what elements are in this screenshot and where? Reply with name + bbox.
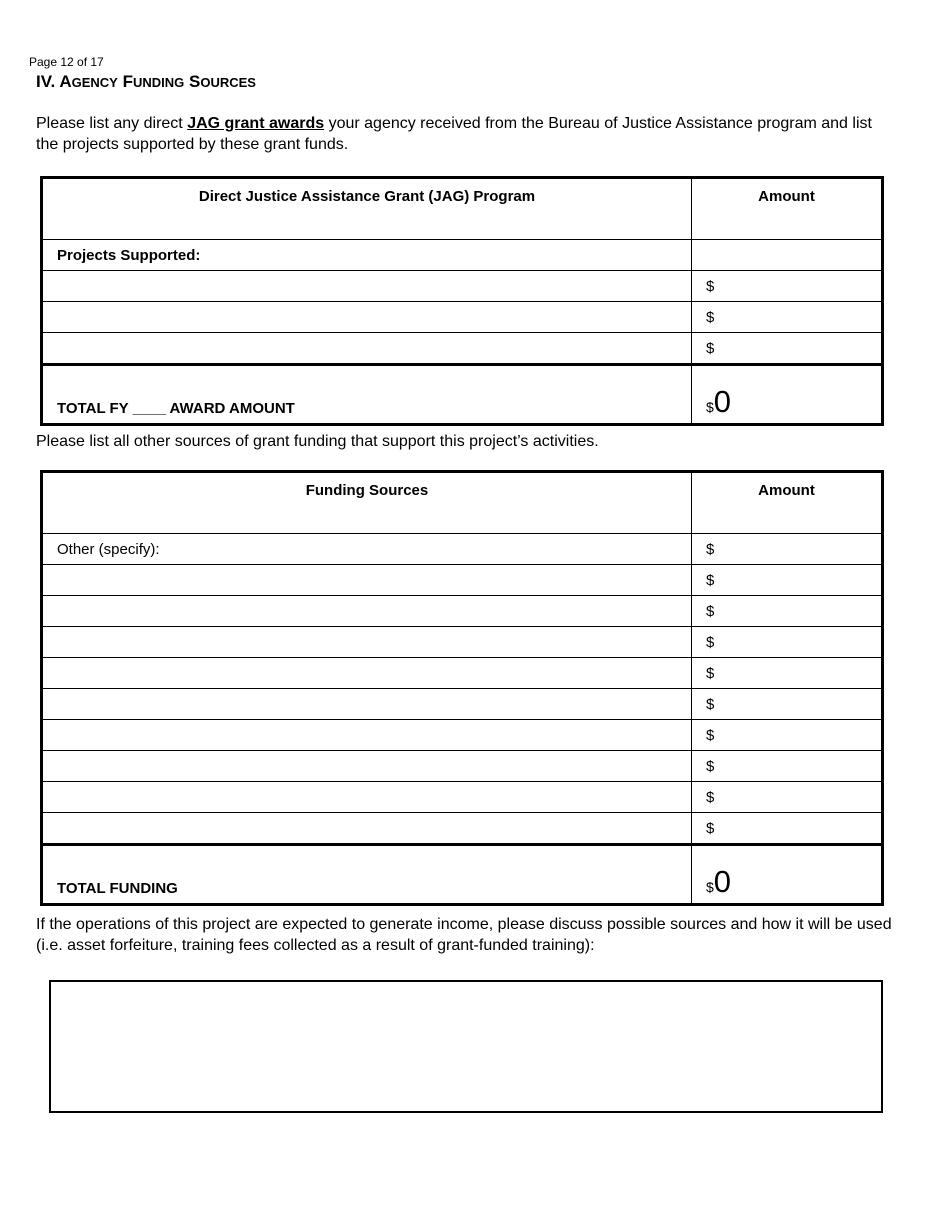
funding-source-cell[interactable]: [42, 627, 692, 658]
dollar-sign: $: [706, 339, 715, 357]
dollar-sign: $: [706, 308, 715, 326]
section-numeral: IV.: [36, 72, 60, 91]
funding-total-label: TOTAL FUNDING: [42, 845, 692, 905]
funding-amount-cell[interactable]: [692, 627, 883, 658]
income-instructions: If the operations of this project are expected to generate income, please discuss possible sources and how it will be used (i.e. asset forfeiture, training fees collected as a result of grant-funded training):: [36, 916, 892, 954]
jag-amount-cell[interactable]: [692, 333, 883, 365]
jag-table: [40, 176, 884, 426]
funding-source-cell[interactable]: [42, 596, 692, 627]
funding-amount-cell[interactable]: [692, 689, 883, 720]
jag-header-program: Direct Justice Assistance Grant (JAG) Program: [42, 178, 692, 240]
funding-amount-cell[interactable]: [692, 813, 883, 845]
jag-total-value: 0: [713, 384, 732, 419]
page-number: Page 12 of 17: [29, 55, 104, 69]
funding-source-cell[interactable]: [42, 658, 692, 689]
table-row: [42, 271, 883, 302]
table-row: [42, 689, 883, 720]
jag-total-label: TOTAL FY ____ AWARD AMOUNT: [42, 365, 692, 425]
jag-grant-awards-emphasis: JAG grant awards: [187, 115, 325, 132]
income-response-box[interactable]: [49, 980, 883, 1113]
funding-total-amount[interactable]: [692, 845, 883, 905]
jag-amount-cell[interactable]: [692, 302, 883, 333]
funding-header-sources: Funding Sources: [42, 472, 692, 534]
funding-source-cell[interactable]: [42, 751, 692, 782]
table-row: [42, 658, 883, 689]
jag-project-cell[interactable]: [42, 302, 692, 333]
dollar-sign: $: [706, 879, 714, 895]
dollar-sign: $: [706, 602, 715, 620]
dollar-sign: $: [706, 664, 715, 682]
funding-amount-cell[interactable]: [692, 565, 883, 596]
table-row: [42, 596, 883, 627]
table-row: [42, 333, 883, 365]
dollar-sign: $: [706, 540, 715, 558]
table-row: [42, 534, 883, 565]
section-heading: IV. AGENCY FUNDING SOURCES: [36, 72, 256, 91]
jag-header-amount: Amount: [692, 178, 883, 240]
funding-header-amount: Amount: [692, 472, 883, 534]
funding-source-cell[interactable]: [42, 720, 692, 751]
other-funding-instructions: Please list all other sources of grant funding that support this project’s activities.: [36, 433, 599, 450]
funding-amount-cell[interactable]: [692, 596, 883, 627]
dollar-sign: $: [706, 571, 715, 589]
table-row: [42, 782, 883, 813]
funding-amount-cell[interactable]: [692, 751, 883, 782]
projects-supported-label: Projects Supported:: [42, 240, 692, 271]
funding-amount-cell[interactable]: [692, 658, 883, 689]
dollar-sign: $: [706, 819, 715, 837]
dollar-sign: $: [706, 399, 714, 415]
funding-source-cell[interactable]: [42, 782, 692, 813]
dollar-sign: $: [706, 788, 715, 806]
funding-source-cell[interactable]: Other (specify):: [42, 534, 692, 565]
table-row: [42, 720, 883, 751]
dollar-sign: $: [706, 726, 715, 744]
table-row: [42, 751, 883, 782]
funding-source-cell[interactable]: [42, 813, 692, 845]
jag-instructions: Please list any direct JAG grant awards your agency received from the Bureau of Justice Assistance program and list the projects supported by these grant funds.: [36, 115, 872, 153]
funding-sources-table: [40, 470, 884, 906]
funding-amount-cell[interactable]: [692, 782, 883, 813]
dollar-sign: $: [706, 757, 715, 775]
table-row: [42, 813, 883, 845]
funding-total-value: 0: [713, 864, 732, 899]
table-row: [42, 565, 883, 596]
funding-amount-cell[interactable]: [692, 720, 883, 751]
jag-project-cell[interactable]: [42, 271, 692, 302]
jag-amount-cell[interactable]: [692, 271, 883, 302]
funding-amount-cell[interactable]: [692, 534, 883, 565]
dollar-sign: $: [706, 695, 715, 713]
dollar-sign: $: [706, 633, 715, 651]
jag-total-amount[interactable]: [692, 365, 883, 425]
funding-source-cell[interactable]: [42, 565, 692, 596]
funding-source-cell[interactable]: [42, 689, 692, 720]
dollar-sign: $: [706, 277, 715, 295]
jag-project-cell[interactable]: [42, 333, 692, 365]
table-row: [42, 627, 883, 658]
table-row: [42, 302, 883, 333]
projects-supported-amount-blank[interactable]: [692, 240, 883, 271]
